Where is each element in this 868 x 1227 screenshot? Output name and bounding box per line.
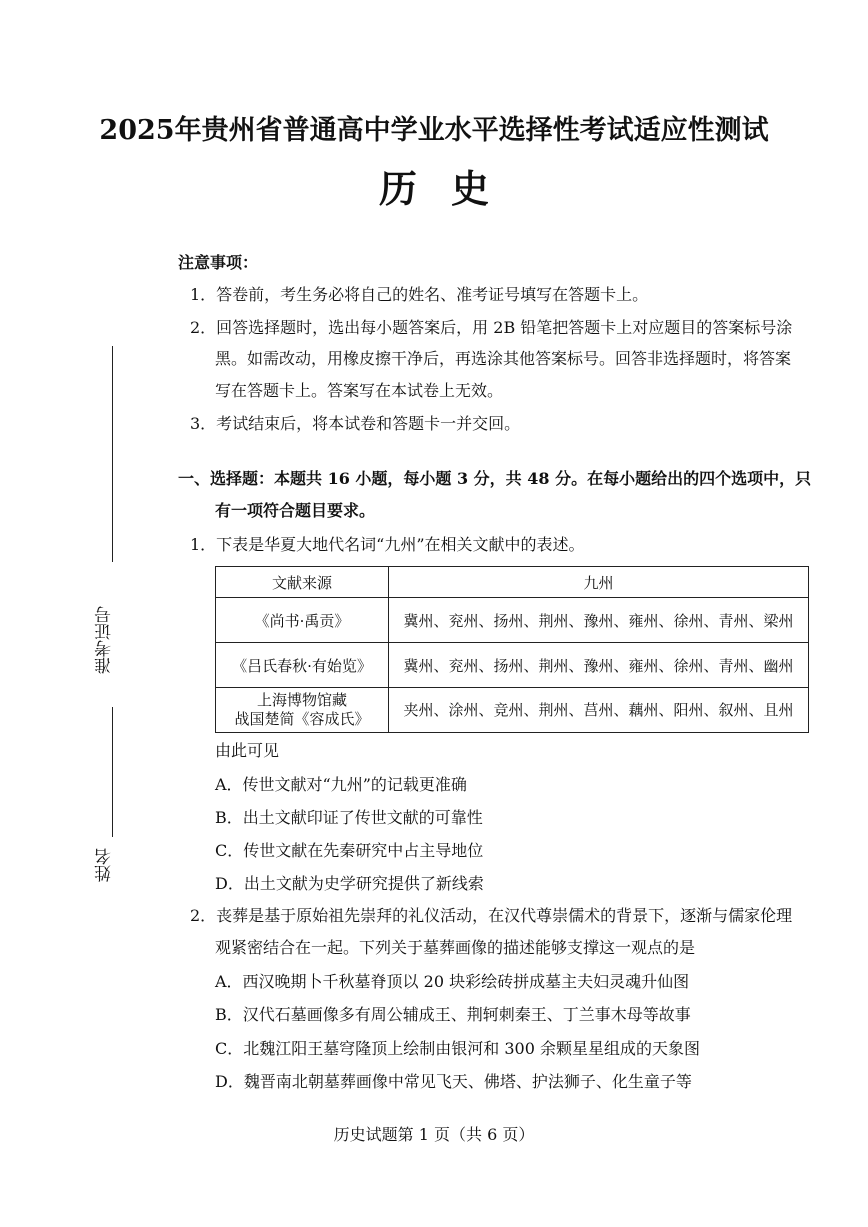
q2-option-c: C．北魏江阳王墓穹隆顶上绘制由银河和 300 余颗星星组成的天象图 — [215, 1039, 700, 1058]
q1-option-a: A．传世文献对“九州”的记载更准确 — [215, 775, 467, 794]
id-number-label: 准考证号 — [95, 606, 115, 674]
section-heading: 一、选择题：本题共 16 小题，每小题 3 分，共 48 分。在每小题给出的四个选项中，只 — [178, 469, 812, 488]
table-row — [216, 598, 809, 643]
q2-option-d: D．魏晋南北朝墓葬画像中常见飞天、佛塔、护法狮子、化生童子等 — [215, 1072, 692, 1091]
table-cell: 冀州、兖州、扬州、荆州、豫州、雍州、徐州、青州、幽州 — [389, 643, 809, 688]
table-cell: 《吕氏春秋·有始览》 — [216, 643, 389, 688]
q2-option-a: A．西汉晚期卜千秋墓脊顶以 20 块彩绘砖拼成墓主夫妇灵魂升仙图 — [215, 972, 690, 991]
note-line: 2．回答选择题时，选出每小题答案后，用 2B 铅笔把答题卡上对应题目的答案标号涂 — [190, 318, 793, 337]
q1-table — [215, 566, 809, 733]
table-cell: 冀州、兖州、扬州、荆州、豫州、雍州、徐州、青州、梁州 — [389, 598, 809, 643]
q1-option-b: B．出土文献印证了传世文献的可靠性 — [215, 808, 483, 827]
table-cell-line: 上海博物馆藏 — [256, 691, 347, 709]
note-line: 黑。如需改动，用橡皮擦干净后，再选涂其他答案标号。回答非选择题时，将答案 — [215, 349, 792, 368]
exam-title: 2025年贵州省普通高中学业水平选择性考试适应性测试 — [99, 115, 769, 146]
note-line: 写在答题卡上。答案写在本试卷上无效。 — [215, 381, 504, 400]
note-line: 1．答卷前，考生务必将自己的姓名、准考证号填写在答题卡上。 — [190, 285, 649, 304]
q2-stem-cont: 观紧密结合在一起。下列关于墓葬画像的描述能够支撑这一观点的是 — [215, 938, 696, 957]
notes-heading: 注意事项： — [178, 253, 259, 272]
q2-stem: 2．丧葬是基于原始祖先崇拜的礼仪活动，在汉代尊崇儒术的背景下，逐渐与儒家伦理 — [190, 906, 793, 925]
table-cell-line: 战国楚简《容成氏》 — [234, 710, 370, 728]
q1-stem: 1．下表是华夏大地代名词“九州”在相关文献中的表述。 — [190, 535, 585, 554]
name-label: 姓名 — [95, 848, 115, 882]
section-heading-cont: 有一项符合题目要求。 — [215, 501, 376, 520]
subject-title: 历史 — [378, 166, 524, 211]
table-cell — [216, 688, 389, 733]
table-header: 九州 — [389, 567, 809, 598]
table-row — [216, 643, 809, 688]
table-header: 文献来源 — [216, 567, 389, 598]
table-cell: 《尚书·禹贡》 — [216, 598, 389, 643]
table-header-row — [216, 567, 809, 598]
id-number-line — [112, 346, 113, 562]
q1-option-c: C．传世文献在先秦研究中占主导地位 — [215, 841, 484, 860]
page-footer: 历史试题第 1 页（共 6 页） — [333, 1125, 535, 1144]
q2-option-b: B．汉代石墓画像多有周公辅成王、荆轲刺秦王、丁兰事木母等故事 — [215, 1005, 691, 1024]
table-row — [216, 688, 809, 733]
note-line: 3．考试结束后，将本试卷和答题卡一并交回。 — [190, 414, 521, 433]
q1-option-d: D．出土文献为史学研究提供了新线索 — [215, 874, 484, 893]
name-line — [112, 707, 113, 837]
q1-followup: 由此可见 — [215, 741, 280, 760]
table-cell: 夹州、涂州、竞州、荆州、莒州、藕州、阳州、叙州、且州 — [389, 688, 809, 733]
